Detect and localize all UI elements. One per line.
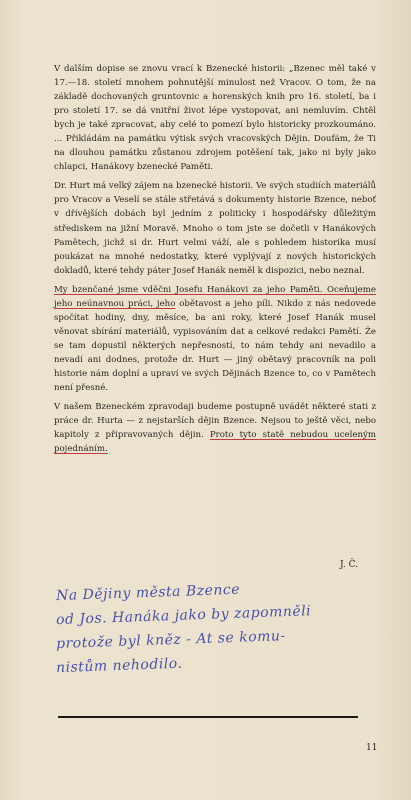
paragraph-1: V dalším dopise se znovu vrací k Bzenecké historii: „Bzenec měl také v 17.—18. století mnohem pohnutější minulost než Vracov. O tom, že na základě dochovaných gruntovnic a horenských knih pro 16. století, ba i pro století 17. se dá vnitřní život lépe vystopovat, ani nemluvím. Chtěl bych je také zpracovat, aby celé to pomezí bylo historicky prozkoumáno. ... Přikládám na památku výtisk svých vracovských Dějin. Doufám, že Ti na dlouhou památku zůstanou zdrojem potěšení tak, jako ni byly jako chlapci, Hanákovy bzenecké Paměti.: [54, 64, 376, 173]
handwritten-note-line-1: Na Dějiny města Bzence: [55, 581, 241, 605]
paragraph-2: Dr. Hurt má velký zájem na bzenecké historii. Ve svých studiích materiálů pro Vracov a Veselí se stále střetává s dokumenty historie Bzence, neboť v dřívějších dobách byl jedním z politicky i hospodářsky důležitým střediskem na jižní Moravě. Mnoho o tom jste se dočetli v Hanákových Pamětech, jichž si dr. Hurt velmi váží, ale s pohledem historika musí poukázat na mnohé nedostatky, které vyplývají z nových historických dokladů, které tehdy páter Josef Hanák neměl k dispozici, nebo neznal.: [54, 181, 376, 276]
handwritten-note-line-4: nistům nehodilo.: [55, 655, 183, 677]
red-underlined-conclusion: Proto tyto statě nebudou uceleným pojednáním.: [54, 430, 376, 455]
divider-rule: [58, 716, 358, 718]
paragraph-3: [54, 283, 376, 395]
red-underlined-text: My bzenčané jsme vděčni Josefu Hanákovi za jeho Paměti. Oceňujeme jeho neúnavnou práci, jeho: [54, 284, 376, 309]
page-number: 11: [366, 743, 378, 753]
handwritten-note-line-2: od Jos. Hanáka jako by zapomněli: [55, 603, 312, 629]
author-signature: J. Č.: [340, 560, 359, 570]
article-body: [54, 62, 376, 461]
handwritten-note-line-3: protože byl kněz - At se komu-: [55, 628, 286, 653]
paragraph-3-rest: obětavost a jeho píli. Nikdo z nás nedovede spočítat hodiny, dny, měsíce, ba ani roky, které Josef Hanák musel věnovat sbírání materiálů, vypisováním dat a celkové redakci Pamětí. Že se tam dopustil některých nepřesností, to nám tehdy ani nevadilo a nevadí ani dodnes, protože dr. Hurt — jiný obětavý pracovník na poli historie nám doplní a upraví ve svých Dějinách Bzence to, co v Pamětech není přesné.: [54, 298, 376, 394]
paragraph-4: [54, 400, 376, 456]
paragraph-4-start: V našem Bzeneckém zpravodaji budeme postupně uvádět některé stati z práce dr. Hurta — z nejstarších dějin Bzence. Nejsou to ještě věci, nebo kapitoly z připravovaných dějin.: [54, 402, 376, 441]
